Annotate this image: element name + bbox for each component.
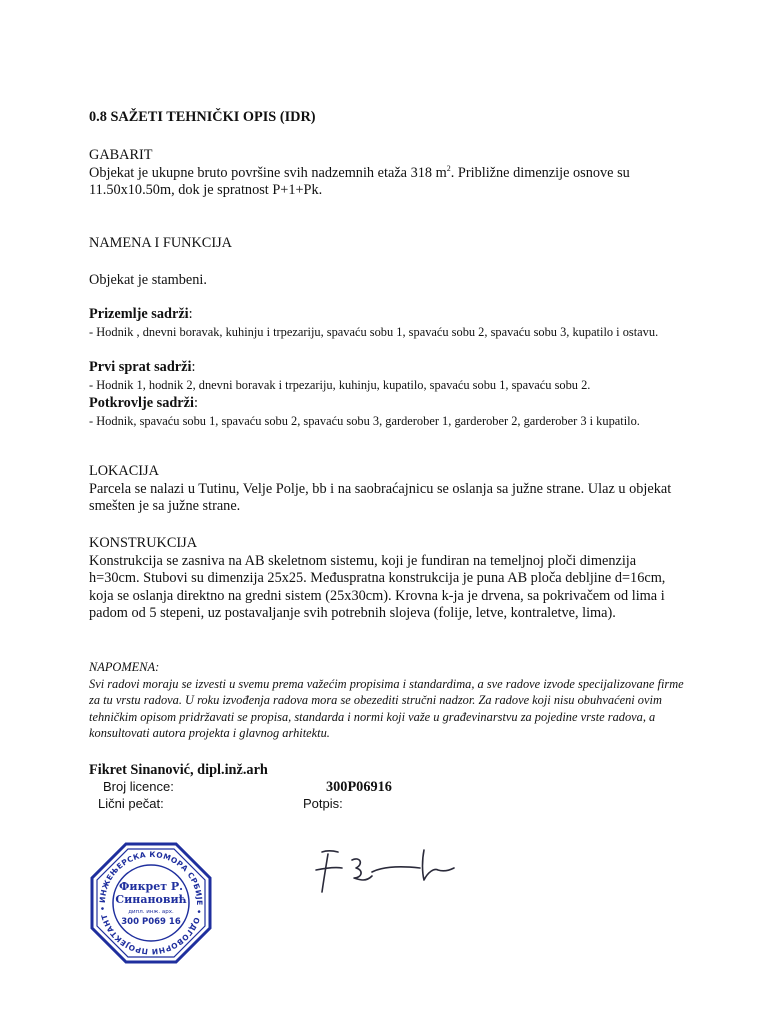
document-title: 0.8 SAŽETI TEHNIČKI OPIS (IDR) (89, 109, 316, 125)
konstrukcija-text: Konstrukcija se zasniva na AB skeletnom sistemu, koji je fundiran na temeljnoj ploči dimenzija h=30cm. Stubovi su dimenzija 25x25. Međuspratna konstrukcija je puna AB ploča debljine d=16cm, koja se oslanja direktno na gredni sistem (25x30cm). Krovna k-ja je drvena, sa pokrivačem od lima i padom od 5 stepeni, uz postavaljanje svih potrebnih slojeva (folije, letve, kontraletve, lima). (89, 552, 666, 621)
floor-ground-items: - Hodnik , dnevni boravak, kuhinju i trpezariju, spavaću sobu 1, spavaću sobu 2, spavaću sobu 3, kupatilo i ostavu. (89, 325, 659, 339)
section-gabarit (89, 147, 679, 200)
floor-ground-label (89, 306, 669, 324)
license-label: Broj licence: (103, 779, 174, 794)
seal-line-1: Фикрет Р. (119, 880, 183, 893)
floor-ground-colon: : (188, 306, 193, 322)
section-konstrukcija (89, 535, 674, 623)
seal-line-3: дипл. инж. арх. (128, 909, 174, 915)
section-lokacija (89, 463, 674, 516)
floor-first-colon: : (191, 359, 196, 375)
signature-label: Potpis: (303, 796, 343, 811)
floor-attic-title: Potkrovlje sadrži (89, 395, 194, 411)
floor-attic-colon: : (193, 395, 198, 411)
namena-text: Objekat je stambeni. (89, 272, 207, 288)
lokacija-text: Parcela se nalazi u Tutinu, Velje Polje, bb i na saobraćajnicu se oslanja sa južne strane. Ulaz u objekat smešten je sa južne strane. (89, 480, 672, 514)
license-number: 300P06916 (326, 779, 392, 795)
engineer-seal (88, 840, 214, 966)
seal-ring-text: ИНЖЕЊЕРСКА КОМОРА СРБИЈЕ • ОДГОВОРНИ ПРОЈЕКТАНТ • (97, 849, 205, 957)
floor-attic-label (89, 395, 669, 413)
floor-ground-title: Prizemlje sadrži (89, 306, 189, 322)
gabarit-heading: GABARIT (89, 147, 153, 163)
napomena-text: Svi radovi moraju se izvesti u svemu prema važećim propisima i standardima, a sve radove izvode specijalizovane firme za tu vrstu radova. U roku izvođenja radova mora se obezediti stručni nadzor. Za radove koji nisu obuhvaćeni ovim tehničkim opisom pridržavati se propisa, standarda i normi koji važe u građevinarstvu za pojedine vrste radova, a konsultovati autora projekta i glavnog arhitektu. (89, 676, 684, 740)
seal-label: Lični pečat: (98, 796, 164, 811)
napomena-heading: NAPOMENA: (89, 660, 160, 674)
gabarit-text (89, 165, 679, 200)
gabarit-text-main: Objekat je ukupne bruto površine svih nadzemnih etaža 318 m (89, 164, 447, 181)
floor-attic-items: - Hodnik, spavaću sobu 1, spavaću sobu 2, spavaću sobu 3, garderober 1, garderober 2, garderober 3 i kupatilo. (89, 414, 640, 428)
author-name: Fikret Sinanović, dipl.inž.arh (89, 762, 268, 778)
namena-heading: NAMENA I FUNKCIJA (89, 235, 232, 251)
handwritten-signature (312, 846, 458, 896)
seal-line-2: Синановић (115, 893, 187, 906)
gabarit-text-rest: . Približne dimenzije osnove su 11.50x10.50m, dok je spratnost P+1+Pk. (89, 164, 630, 198)
section-napomena (89, 659, 689, 742)
seal-line-4: 300 P069 16 (121, 917, 181, 927)
gabarit-superscript: 2 (446, 163, 451, 173)
floor-first-label (89, 359, 669, 377)
floor-first-items: - Hodnik 1, hodnik 2, dnevni boravak i trpezariju, kuhinju, kupatilo, spavaću sobu 1, spavaću sobu 2. (89, 378, 591, 392)
floor-first-title: Prvi sprat sadrži (89, 359, 192, 375)
lokacija-heading: LOKACIJA (89, 463, 159, 479)
konstrukcija-heading: KONSTRUKCIJA (89, 535, 198, 551)
